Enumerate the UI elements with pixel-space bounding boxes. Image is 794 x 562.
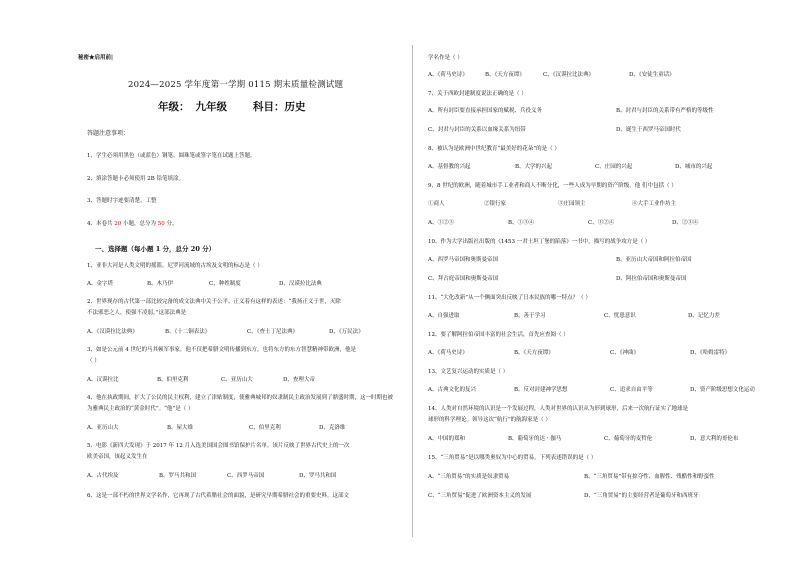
option: D、资产阶级思想文化运动 (690, 387, 755, 393)
question-options (87, 376, 315, 385)
question-options (428, 435, 738, 444)
option: B、大学的兴起 (515, 164, 553, 170)
total-questions: 20 (114, 221, 122, 227)
question-stem: 11、“大化改新”从一个侧面突出反映了日本民族的哪一特点？（ ） (428, 295, 591, 301)
option: C、《查士丁尼法典》 (247, 329, 298, 335)
column-divider (412, 45, 413, 537)
option: C、“三角贸易”促进了欧洲资本主义的发展 (428, 493, 532, 499)
option: A、金字塔 (87, 281, 113, 287)
notes-title: 答题注意事项： (87, 130, 130, 137)
exam-title: 2024—2025 学年度第一学期 0115 期末质量检测试题 (128, 80, 344, 90)
question-options (87, 328, 364, 337)
option: D、阿拉伯帝国和奥斯曼帝国 (616, 276, 687, 282)
option: D、诞生于西罗马帝国时代 (616, 127, 681, 133)
grade-value: 九年级 (195, 101, 227, 113)
option: B、亚历山大帝国和阿拉伯帝国 (616, 257, 692, 263)
question-options (428, 163, 712, 172)
option: B、①③④ (508, 220, 535, 226)
option: A、①②③ (428, 220, 454, 226)
question-options (428, 256, 692, 265)
option: ③庄园领主 (558, 201, 586, 207)
option: A、古典文化的复兴 (428, 387, 476, 393)
option: B、反对封建神学思想 (514, 387, 568, 393)
option: C、追求自由平等 (610, 387, 653, 393)
question-options (428, 126, 681, 135)
section-title: 一、选择题（每小题 1 分，总分 20 分） (95, 245, 216, 253)
question-stem: 8、被认为是欧洲中世纪教育“最美好的花朵”的是（ ） (428, 146, 560, 152)
option: D、城市的兴起 (675, 164, 713, 170)
option: C、《神曲》 (610, 350, 639, 356)
question-stem: 1、亚非大河是人类文明的摇篮，尼罗河流域的古埃及文明的标志是（ ） (87, 263, 263, 269)
option: D、记忆力差 (688, 313, 720, 319)
subject-label: 科目： (253, 101, 285, 113)
option: B、《十二铜表法》 (165, 329, 211, 335)
option: C、《汉谟拉比法典》 (543, 72, 594, 78)
option: D、意大利的哥伦布 (690, 436, 739, 442)
option: A、亚历山大 (87, 425, 119, 431)
option: B、屋大维 (167, 425, 194, 431)
question-options (428, 275, 686, 284)
option: A、《汉谟拉比法典》 (87, 329, 138, 335)
question-stem: 为雅典民主政治的“黄金时代”。“他”是（ ） (87, 406, 194, 412)
option: ④大手工业作坊主 (632, 201, 677, 207)
option: C、①②④ (588, 220, 615, 226)
option: A、《荷马史诗》 (428, 350, 468, 356)
note-item: 4、本卷共 20 小题，总分为 50 分。 (87, 221, 178, 227)
question-stem: 2、世界现存的古代第一部比较完备的成文法典中关于公平、正义着有这样的表述：“我扬正义于世，灭除 (87, 299, 341, 305)
option: ①商人 (428, 201, 445, 207)
question-stem: 12、要了解阿拉伯帝国丰富的社会生活，首先应查阅（ ） (428, 332, 569, 338)
question-stem: 3、如是公元前 4 世纪的马其顿军事家，他不仅把希腊文明传播到东方，也将东方的东方智慧精神带欧洲，他是 (87, 347, 356, 353)
option: C、拜占庭帝国和奥斯曼帝国 (428, 276, 499, 282)
option: C、封君与封臣的关系以血缘关系为纽带 (428, 127, 526, 133)
option: B、《天方夜谭》 (514, 350, 554, 356)
option: D、罗马共和国 (299, 473, 337, 479)
option: B、封君与封臣的关系带有严格的等级性 (616, 108, 714, 114)
option: A、汉谟拉比 (87, 377, 119, 383)
option: D、“三角贸易”的主要经营者是葡萄牙和西班牙 (584, 493, 699, 499)
option: D、《哈姆雷特》 (690, 350, 731, 356)
option: C、庄园的兴起 (595, 164, 633, 170)
total-score: 50 (157, 221, 165, 227)
question-stem: 7、关于西欧封建制度说法正确的是（ ） (428, 91, 527, 97)
question-options (428, 200, 676, 209)
option: A、中国的郑和 (428, 436, 465, 442)
option: C、忧患意识 (604, 313, 636, 319)
question-options (428, 349, 730, 358)
question-stem: 球形的科学理论。领导这次“航行”的航海家是（ ） (428, 417, 551, 423)
option: B、伯里克利 (157, 377, 189, 383)
question-options (428, 312, 720, 321)
question-options (428, 71, 675, 80)
option: A、自强进取 (428, 313, 460, 319)
option: C、西罗马帝国 (227, 473, 265, 479)
question-options (87, 424, 345, 433)
note-item: 2、填涂答题卡必须使用 2B 铅笔填涂。 (87, 176, 185, 182)
option: A、古代埃及 (87, 473, 119, 479)
note-item: 1、学生必须用黑色（或蓝色）钢笔、圆珠笔或签字笔在试题上答题。 (87, 153, 256, 159)
question-stem: 9、8 世纪的欧洲，随着城市手工业者和商人不断分化，一些人成为早期的资产阶级。他 们中包括（ ） (428, 183, 677, 189)
question-options (87, 280, 322, 289)
option: B、葡萄牙的达 · 伽马 (508, 436, 562, 442)
option: A、所有封臣要直接承担国家的赋税、兵役义务 (428, 108, 542, 114)
option: C、种姓制度 (209, 281, 241, 287)
question-options (428, 386, 755, 395)
question-options (428, 107, 714, 116)
option: D、查理大帝 (283, 377, 315, 383)
question-stem: 15、“三角贸易”是以哪类奥奴为中心的贸易，下列表述错误的是（ ） (428, 455, 597, 461)
grade-label: 年级： (158, 101, 190, 113)
question-stem: 13、文艺复兴运动的实质是（ ） (428, 369, 509, 375)
question-stem: 5、电影《新四大发现》于 2017 年 12 月入选美国国会图书馆保护片名单。该片反映了世界古代史上的一次 (87, 443, 350, 449)
option: A、西罗马帝国和奥斯曼帝国 (428, 257, 498, 263)
option: D、《安徒生童话》 (629, 72, 675, 78)
question-options (428, 492, 699, 501)
question-stem: （ ） (87, 358, 100, 364)
option: D、②③④ (672, 220, 699, 226)
question-stem: 学名作是（ ） (428, 55, 463, 61)
question-stem: 不法邪恶之人，使强不凌弱。”这部法典是 (87, 310, 187, 316)
option: A、《荷马史诗》 (428, 72, 468, 78)
question-stem: 10、作为大学出版社出版的《1453 一君士坦丁堡的陷落》一书中，描写的战争攻方是（ ） (428, 239, 651, 245)
question-stem: 欧美帝国，该起义发生在 (87, 454, 148, 460)
grade-subject-line (158, 103, 306, 112)
note-item: 3、答题时字迹要清楚、工整 (87, 198, 157, 204)
subject-value: 历史 (284, 101, 306, 113)
option: B、罗马共和国 (159, 473, 197, 479)
option: ②银行家 (484, 201, 507, 207)
confidential-label: 秘密★启用前| (78, 55, 114, 61)
option: C、亚历山大 (221, 377, 253, 383)
question-stem: 4、他在执政期间，扩大了公民的民主权利，建立了津贴制度，使雅典城邦的奴隶制民主政治发展到了鼎盛时期，这一时期也被 (87, 395, 394, 401)
option: D、《万民法》 (329, 329, 364, 335)
question-options (428, 473, 715, 482)
option: D、汉谟拉比法典 (279, 281, 322, 287)
option: B、《天方夜谭》 (485, 72, 525, 78)
question-stem: 6、这是一部不朽的世界文学名作，它再现了古代希腊社会的面貌，是研究早期希腊社会的重要史料。这部文 (87, 493, 350, 499)
option: B、“三角贸易”带有掠夺性、血腥性、残酷性和野蛮性 (584, 474, 715, 480)
option: B、善于学习 (514, 313, 546, 319)
question-options (87, 472, 336, 481)
option: B、木乃伊 (147, 281, 174, 287)
question-options (428, 219, 698, 228)
option: C、葡萄牙的麦哲伦 (604, 436, 653, 442)
option: A、基督教的兴起 (428, 164, 471, 170)
option: A、“三角贸易”的实质是奴隶贸易 (428, 474, 510, 480)
option: D、克洛维 (319, 425, 346, 431)
option: C、伯里克利 (249, 425, 281, 431)
question-stem: 14、人类对自然环境的认识是一个发展过程，人类对世界的认识从为形到球形，后来一次航行证实了地球是 (428, 406, 689, 412)
